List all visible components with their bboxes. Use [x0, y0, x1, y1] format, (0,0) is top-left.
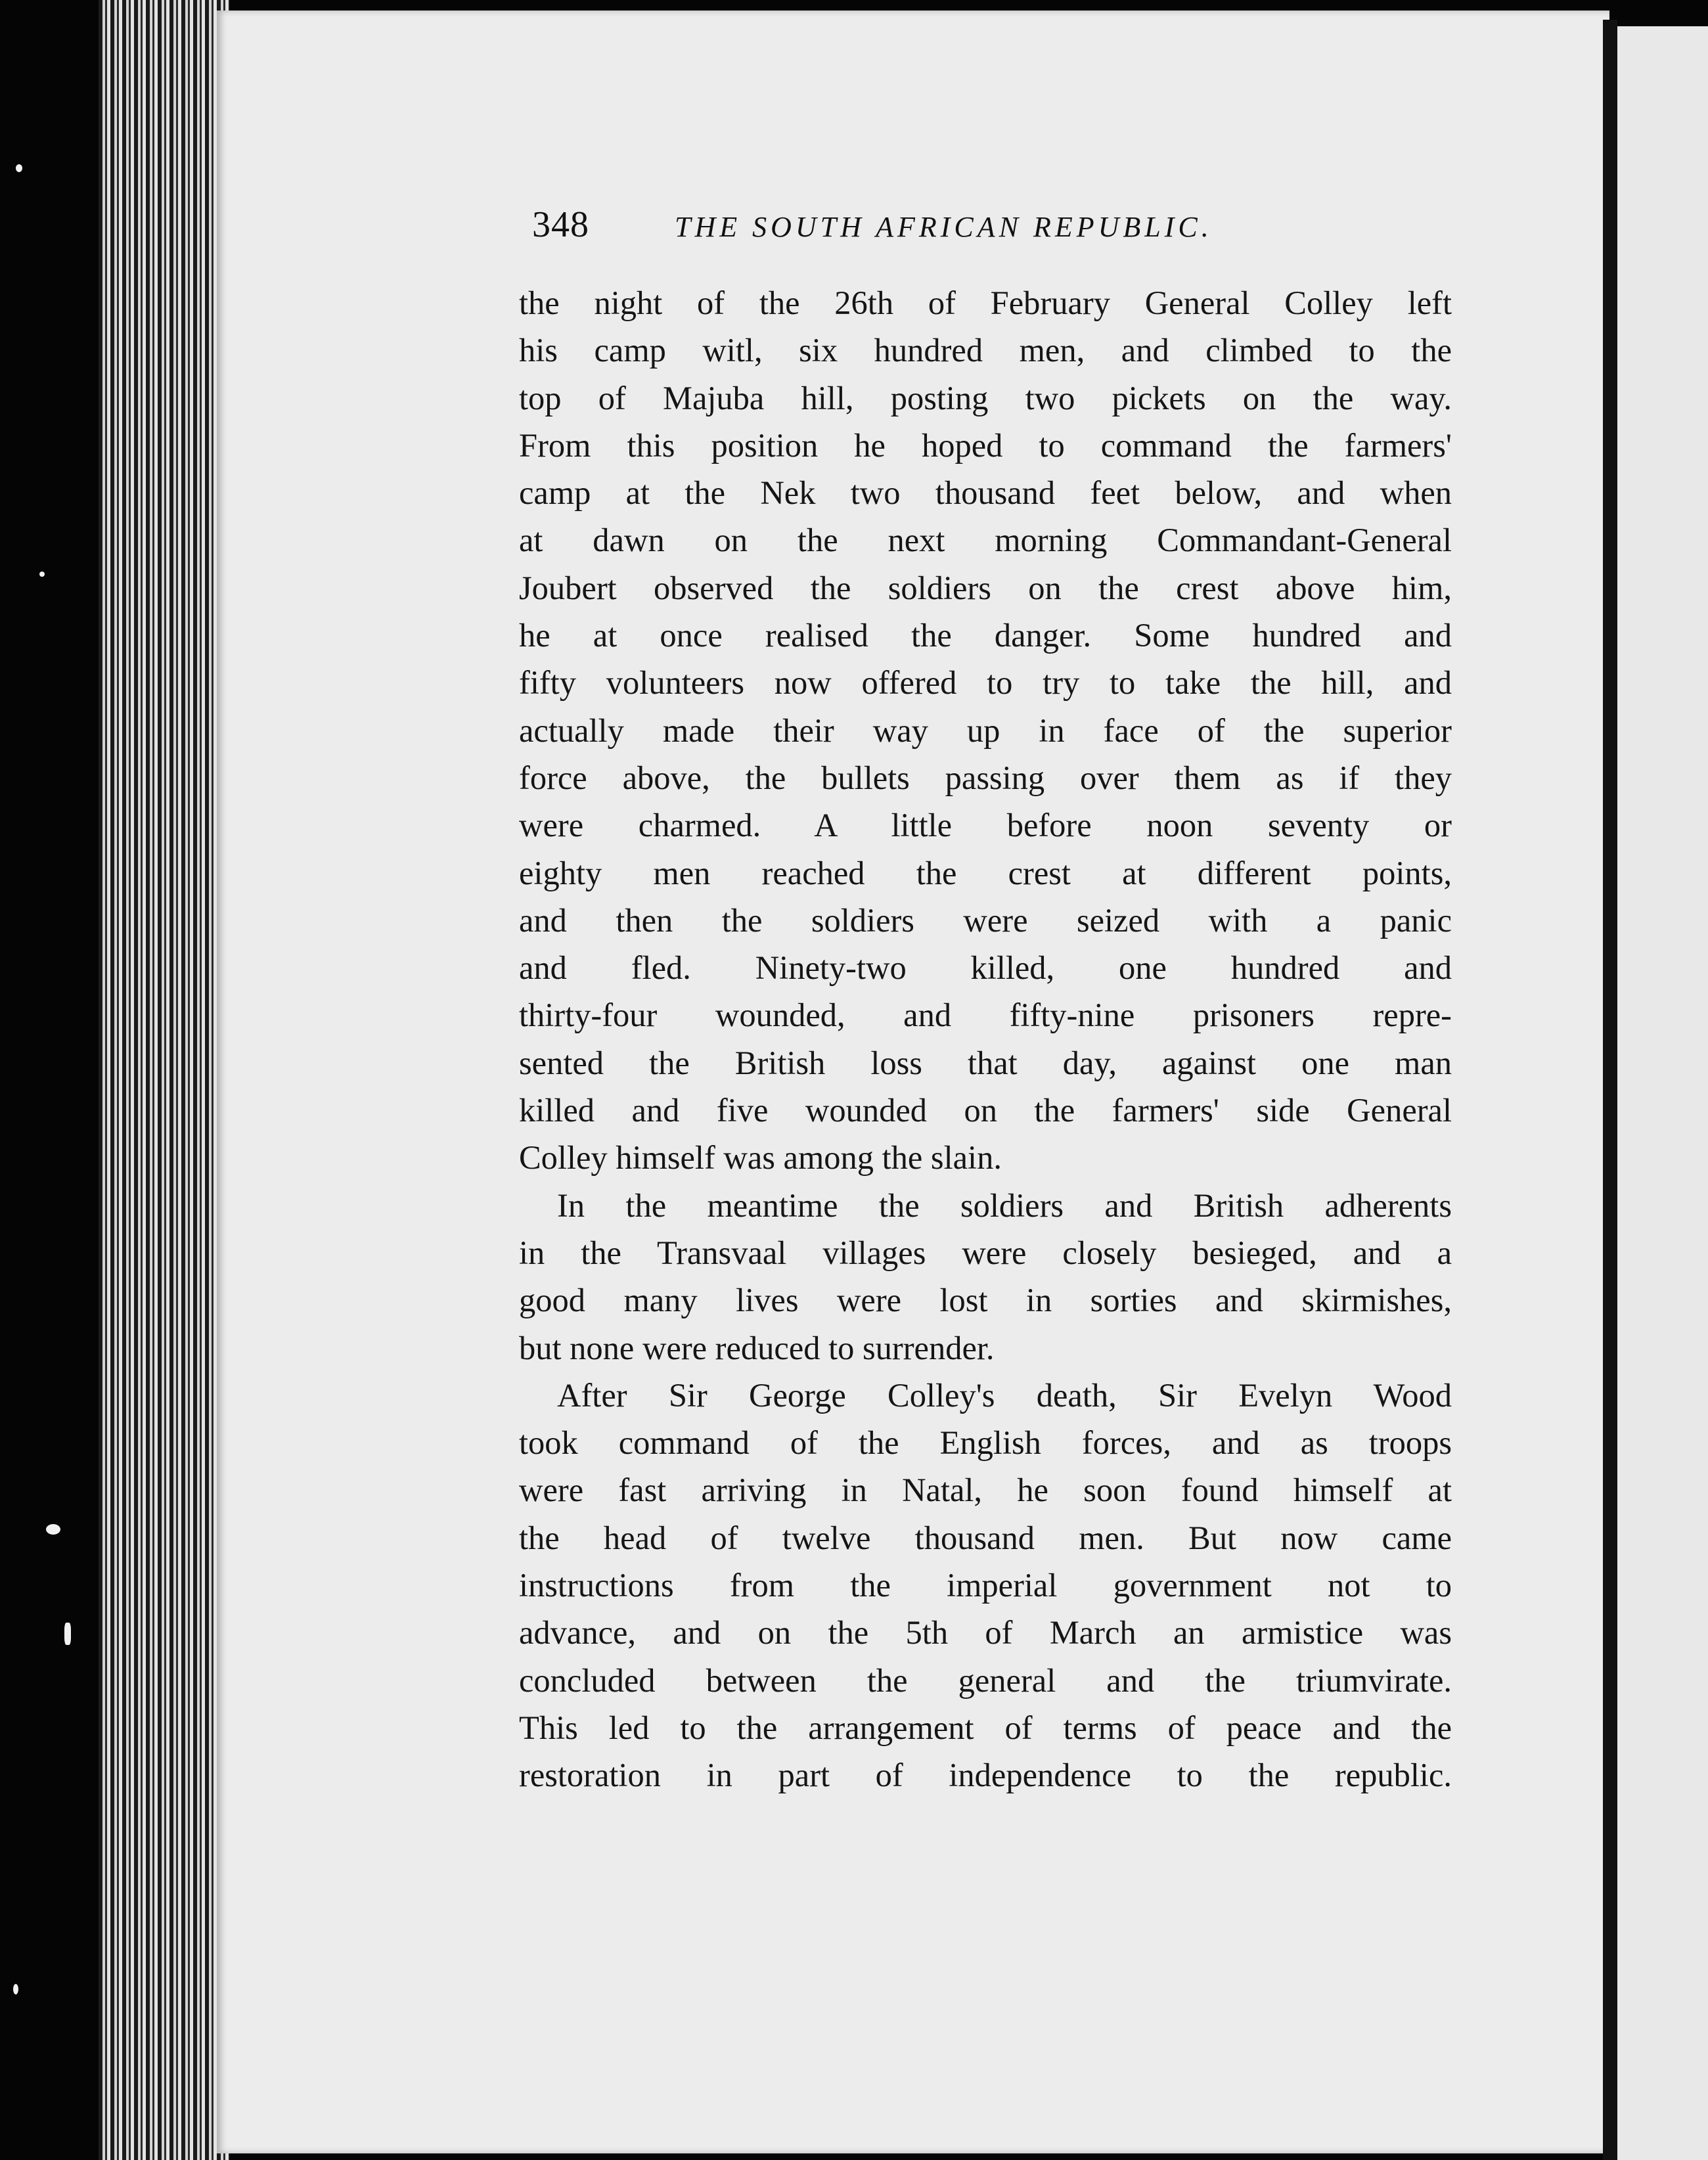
- text-line: the head of twelve thousand men. But now came: [519, 1519, 1452, 1556]
- text-line: Joubert observed the soldiers on the crest above him,: [519, 569, 1452, 606]
- text-line: fifty volunteers now offered to try to take the hill, and: [519, 664, 1452, 702]
- text-line: and fled. Ninety-two killed, one hundred and: [519, 949, 1452, 987]
- text-line: camp at the Nek two thousand feet below, and when: [519, 474, 1452, 512]
- paragraph: [519, 1182, 1452, 1372]
- text-line: concluded between the general and the triumvirate.: [519, 1661, 1452, 1699]
- dust-speck: [46, 1524, 60, 1535]
- running-head: [532, 204, 1320, 263]
- page-edges: [99, 0, 230, 2160]
- text-line: in the Transvaal villages were closely besieged, and a: [519, 1234, 1452, 1271]
- text-line: eighty men reached the crest at different points,: [519, 854, 1452, 891]
- text-line: he at once realised the danger. Some hundred and: [519, 617, 1452, 654]
- text-line: top of Majuba hill, posting two pickets on the way.: [519, 379, 1452, 416]
- book-gutter: [1603, 20, 1617, 2160]
- text-line: After Sir George Colley's death, Sir Evelyn Wood: [557, 1376, 1452, 1414]
- running-title: THE SOUTH AFRICAN REPUBLIC.: [675, 211, 1213, 243]
- dust-speck: [64, 1623, 71, 1645]
- text-line: were charmed. A little before noon seventy or: [519, 807, 1452, 844]
- dust-speck: [16, 164, 22, 172]
- text-line: and then the soldiers were seized with a panic: [519, 901, 1452, 939]
- text-line: instructions from the imperial government not to: [519, 1567, 1452, 1604]
- text-line: advance, and on the 5th of March an armistice was: [519, 1614, 1452, 1652]
- text-line: In the meantime the soldiers and British adherents: [557, 1186, 1452, 1224]
- text-line: but none were reduced to surrender.: [519, 1329, 995, 1366]
- text-line: were fast arriving in Natal, he soon found himself at: [519, 1472, 1452, 1509]
- text-line: From this position he hoped to command the farmers': [519, 426, 1452, 464]
- page-number: 348: [532, 204, 589, 245]
- text-line: killed and five wounded on the farmers' side General: [519, 1092, 1452, 1129]
- text-line: restoration in part of independence to the republic.: [519, 1757, 1452, 1794]
- text-line: good many lives were lost in sorties and skirmishes,: [519, 1282, 1452, 1319]
- text-line: sented the British loss that day, against one man: [519, 1044, 1452, 1081]
- dust-speck: [39, 572, 45, 577]
- facing-page-edge: [1617, 26, 1708, 2160]
- paragraph: [519, 1372, 1452, 1799]
- text-line: actually made their way up in face of the superior: [519, 711, 1452, 749]
- text-line: took command of the English forces, and as troops: [519, 1424, 1452, 1462]
- text-line: thirty-four wounded, and fifty-nine prisoners repre-: [519, 997, 1452, 1034]
- text-line: the night of the 26th of February General Colley left: [519, 284, 1452, 321]
- text-line: at dawn on the next morning Commandant-General: [519, 522, 1452, 559]
- text-line: Colley himself was among the slain.: [519, 1139, 1002, 1177]
- text-line: force above, the bullets passing over them as if they: [519, 759, 1452, 796]
- body-text: [519, 279, 1452, 1799]
- paragraph: [519, 279, 1452, 1182]
- text-line: This led to the arrangement of terms of peace and the: [519, 1709, 1452, 1746]
- dust-speck: [13, 1984, 18, 1994]
- text-line: his camp witl, six hundred men, and climbed to the: [519, 332, 1452, 369]
